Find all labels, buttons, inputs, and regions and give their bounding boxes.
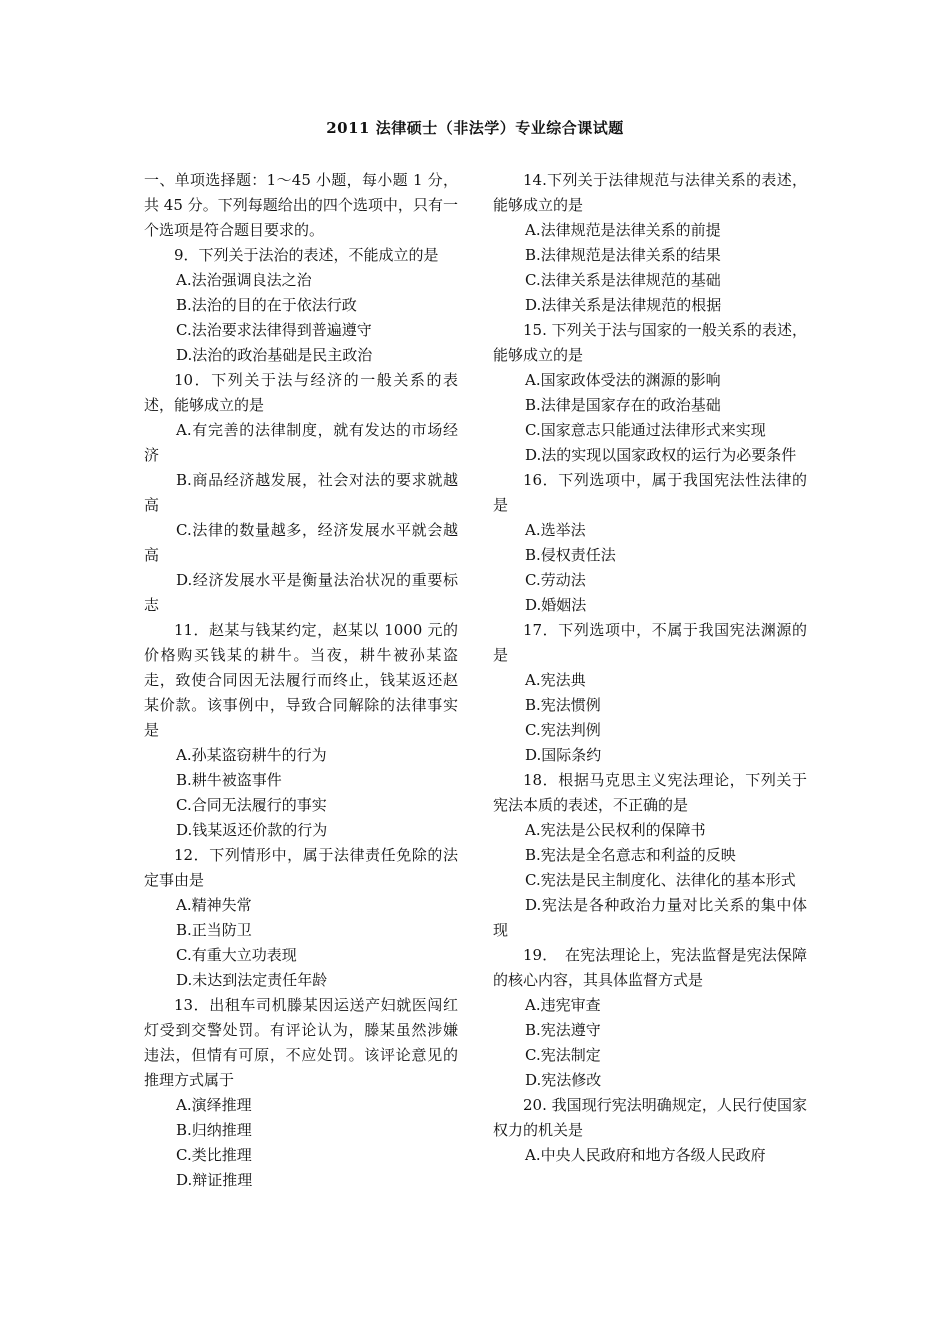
answer-option: C.劳动法: [525, 571, 586, 589]
answer-option: B.宪法惯例: [525, 696, 601, 714]
answer-option: C.有重大立功表现: [176, 946, 297, 964]
answer-option: D.法的实现以国家政权的运行为必要条件: [525, 446, 797, 464]
answer-option: C.法律关系是法律规范的基础: [525, 271, 721, 289]
question-stem: 10．下列关于法与经济的一般关系的表述，能够成立的是: [144, 371, 458, 414]
answer-option: C.宪法判例: [525, 721, 601, 739]
answer-option: D.未达到法定责任年龄: [176, 971, 328, 989]
question-stem: 20. 我国现行宪法明确规定，人民行使国家权力的机关是: [493, 1096, 807, 1139]
question-stem: 9．下列关于法治的表述，不能成立的是: [174, 246, 439, 264]
question-stem: 13．出租车司机滕某因运送产妇就医闯红灯受到交警处罚。有评论认为，滕某虽然涉嫌违法，但情有可原，不应处罚。该评论意见的推理方式属于: [144, 996, 458, 1089]
answer-option: B.法律规范是法律关系的结果: [525, 246, 721, 264]
answer-option: B.法治的目的在于依法行政: [176, 296, 357, 314]
answer-option: A.法律规范是法律关系的前提: [525, 221, 721, 239]
answer-option: C.法律的数量越多，经济发展水平就会越高: [144, 521, 458, 564]
answer-option: C.国家意志只能通过法律形式来实现: [525, 421, 766, 439]
answer-option: D.法律关系是法律规范的根据: [525, 296, 722, 314]
answer-option: B.宪法遵守: [525, 1021, 601, 1039]
answer-option: A.国家政体受法的渊源的影响: [525, 371, 721, 389]
question-stem: 14.下列关于法律规范与法律关系的表述，能够成立的是: [493, 171, 807, 214]
document-title: 2011 法律硕士（非法学）专业综合课试题: [326, 119, 624, 137]
answer-option: C.类比推理: [176, 1146, 252, 1164]
answer-option: A.选举法: [525, 521, 586, 539]
question-stem: 11．赵某与钱某约定，赵某以 1000 元的价格购买钱某的耕牛。当夜，耕牛被孙某盗走，致使合同因无法履行而终止，钱某返还赵某价款。该事例中，导致合同解除的法律事实是: [144, 621, 458, 739]
answer-option: B.商品经济越发展，社会对法的要求就越高: [144, 471, 458, 514]
answer-option: C.合同无法履行的事实: [176, 796, 327, 814]
answer-option: C.法治要求法律得到普遍遵守: [176, 321, 372, 339]
question-stem: 15. 下列关于法与国家的一般关系的表述，能够成立的是: [493, 321, 807, 364]
answer-option: C.宪法制定: [525, 1046, 601, 1064]
answer-option: A.违宪审查: [525, 996, 601, 1014]
right-column: [493, 168, 807, 1168]
answer-option: B.法律是国家存在的政治基础: [525, 396, 721, 414]
answer-option: A.精神失常: [176, 896, 252, 914]
answer-option: A.宪法是公民权利的保障书: [525, 821, 706, 839]
answer-option: D.经济发展水平是衡量法治状况的重要标志: [144, 571, 458, 614]
left-column: [144, 168, 458, 1193]
answer-option: A.中央人民政府和地方各级人民政府: [525, 1146, 766, 1164]
answer-option: D.国际条约: [525, 746, 602, 764]
answer-option: C.宪法是民主制度化、法律化的基本形式: [525, 871, 796, 889]
question-stem: 18．根据马克思主义宪法理论，下列关于宪法本质的表述，不正确的是: [493, 771, 807, 814]
question-stem: 17．下列选项中，不属于我国宪法渊源的是: [493, 621, 807, 664]
answer-option: D.宪法修改: [525, 1071, 602, 1089]
answer-option: A.有完善的法律制度，就有发达的市场经济: [144, 421, 458, 464]
answer-option: D.钱某返还价款的行为: [176, 821, 328, 839]
question-stem: 12．下列情形中，属于法律责任免除的法定事由是: [144, 846, 458, 889]
answer-option: A.孙某盗窃耕牛的行为: [176, 746, 327, 764]
answer-option: A.宪法典: [525, 671, 586, 689]
answer-option: D.法治的政治基础是民主政治: [176, 346, 373, 364]
question-stem: 19． 在宪法理论上，宪法监督是宪法保障的核心内容，其具体监督方式是: [493, 946, 807, 989]
answer-option: A.演绎推理: [176, 1096, 252, 1114]
answer-option: D.婚姻法: [525, 596, 587, 614]
answer-option: B.正当防卫: [176, 921, 252, 939]
answer-option: D.辩证推理: [176, 1171, 253, 1189]
answer-option: B.侵权责任法: [525, 546, 616, 564]
answer-option: D.宪法是各种政治力量对比关系的集中体现: [493, 896, 807, 939]
answer-option: B.宪法是全名意志和利益的反映: [525, 846, 736, 864]
answer-option: B.归纳推理: [176, 1121, 252, 1139]
section-intro: 一、单项选择题：1～45 小题，每小题 1 分，共 45 分。下列每题给出的四个选项中，只有一个选项是符合题目要求的。: [144, 171, 458, 239]
question-stem: 16．下列选项中，属于我国宪法性法律的是: [493, 471, 807, 514]
answer-option: B.耕牛被盗事件: [176, 771, 282, 789]
answer-option: A.法治强调良法之治: [176, 271, 312, 289]
